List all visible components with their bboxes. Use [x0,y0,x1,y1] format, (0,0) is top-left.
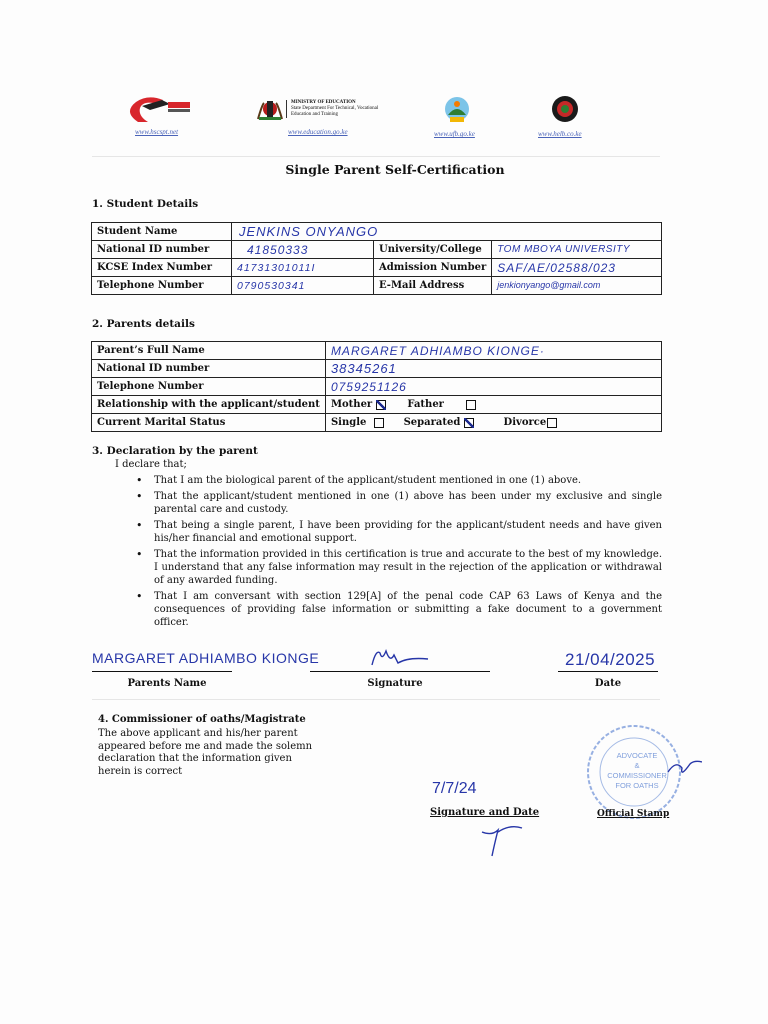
parent-id-field[interactable] [325,360,661,378]
helb-logo-caption[interactable]: www.helb.co.ke [538,130,582,138]
student-id-label: National ID number [92,241,232,259]
student-phone-label: Telephone Number [92,277,232,295]
divorce-checkbox[interactable] [547,418,557,428]
single-checkbox[interactable] [374,418,384,428]
list-item: • That I am conversant with section 129[A] of the penal code CAP 63 Laws of Kenya and the consequences of providing false information or submitting a fake document to a government officer. [132,590,662,629]
commissioner-text-line: The above applicant and his/her parent [98,728,298,739]
kcse-label: KCSE Index Number [92,259,232,277]
email-field[interactable] [492,277,662,295]
ministry-logo-caption[interactable]: www.education.go.ke [288,128,348,136]
mother-label: Mother [330,399,373,410]
hef-logo-caption[interactable]: www.hscspt.net [135,128,179,136]
signature-line [310,671,490,672]
stamp-text [602,751,672,791]
kcse-field[interactable] [232,259,374,277]
signature-date-label: Signature and Date [430,807,540,818]
helb-logo [550,94,580,124]
ministry-title: MINISTRY OF EDUCATION [291,100,356,105]
student-details-table [91,222,662,295]
parent-signature[interactable] [368,645,438,671]
parent-phone-label: Telephone Number [92,378,326,396]
stamp-text-line: & [634,761,640,770]
parents-details-heading: 2. Parents details [92,318,195,330]
date-line [558,671,658,672]
date-label: Date [594,678,622,689]
student-name-field[interactable] [232,223,662,241]
email-value: jenkionyango@gmail.com [497,280,601,290]
parent-id-label: National ID number [92,360,326,378]
table-row [92,414,662,432]
marital-field [325,414,661,432]
parent-name-field[interactable] [325,342,661,360]
signoff-divider [92,699,660,700]
table-row [92,396,662,414]
separated-label: Separated [403,417,461,428]
table-row [92,277,662,295]
table-row [92,223,662,241]
parent-phone-value: 0759251126 [330,379,407,394]
student-phone-field[interactable] [232,277,374,295]
parent-name-handwritten[interactable]: MARGARET ADHIAMBO KIONGE [92,650,320,666]
list-item: • That being a single parent, I have been providing for the applicant/student needs and have given his/her financial and emotional support. [132,519,662,545]
parents-name-line [92,671,232,672]
commissioner-text-line: herein is correct [98,765,183,777]
parent-id-value: 38345261 [330,361,397,376]
relationship-field [325,396,661,414]
parent-name-value: MARGARET ADHIAMBO KIONGE· [330,343,545,358]
student-phone-value: 0790530341 [237,279,306,292]
admission-label: Admission Number [374,259,492,277]
father-checkbox[interactable] [466,400,476,410]
declaration-heading: 3. Declaration by the parent [92,445,258,457]
ministry-text [286,100,378,118]
admission-field[interactable] [492,259,662,277]
commissioner-text-line: declaration that the information given [98,753,292,764]
parents-name-label: Parents Name [127,678,207,689]
university-label: University/College [374,241,492,259]
kenya-coat-of-arms-icon [256,97,284,121]
stamp-text-line: ADVOCATE [616,751,658,760]
student-id-field[interactable] [232,241,374,259]
ufb-logo-caption[interactable]: www.ufb.go.ke [434,130,475,138]
student-details-heading: 1. Student Details [92,198,199,210]
header-divider [92,156,660,157]
list-item: • That I am the biological parent of the applicant/student mentioned in one (1) above. [132,474,662,487]
mother-checkbox[interactable] [376,400,386,410]
page-title: Single Parent Self-Certification [285,162,505,177]
kcse-value: 41731301011I [237,261,316,274]
ministry-sub2: Education and Training [291,112,338,117]
separated-checkbox[interactable] [464,418,474,428]
university-value: TOM MBOYA UNIVERSITY [497,244,631,255]
commissioner-text-line: appeared before me and made the solemn [98,740,313,752]
declaration-list [132,474,662,632]
commissioner-heading: 4. Commissioner of oaths/Magistrate [98,714,306,725]
list-item: • That the information provided in this certification is true and accurate to the best of my knowledge. I understand that any false information may result in the rejection of the application or withdrawal of any awarded funding. [132,548,662,587]
relationship-label: Relationship with the applicant/student [92,396,326,414]
declaration-intro: I declare that; [115,459,187,470]
admission-value: SAF/AE/02588/023 [497,260,616,275]
commissioner-text [98,728,312,778]
table-row [92,360,662,378]
parent-phone-field[interactable] [325,378,661,396]
ministry-sub1: State Department For Technical, Vocational [291,106,379,111]
student-name-label: Student Name [92,223,232,241]
single-label: Single [330,417,367,428]
parent-date-handwritten[interactable]: 21/04/2025 [565,650,656,669]
commissioner-signature[interactable] [478,822,528,860]
commissioner-date-handwritten[interactable]: 7/7/24 [432,780,477,797]
table-row [92,259,662,277]
divorce-label: Divorce [503,417,547,428]
table-row [92,342,662,360]
list-item: • That the applicant/student mentioned in one (1) above has been under my exclusive and single parental care and custody. [132,490,662,516]
ufb-logo [442,95,472,127]
stamp-text-line: FOR OATHS [615,781,659,790]
marital-label: Current Marital Status [92,414,326,432]
university-field[interactable] [492,241,662,259]
stamp-text-line: COMMISSIONER [607,771,667,780]
student-id-value: 41850333 [247,242,309,257]
parents-details-table [91,341,662,432]
table-row [92,378,662,396]
father-label: Father [407,399,444,410]
official-stamp-label: Official Stamp [597,809,670,819]
email-label: E-Mail Address [374,277,492,295]
signature-label: Signature [367,678,423,689]
parent-name-label: Parent’s Full Name [92,342,326,360]
student-name-value: JENKINS ONYANGO [239,224,379,239]
table-row [92,241,662,259]
